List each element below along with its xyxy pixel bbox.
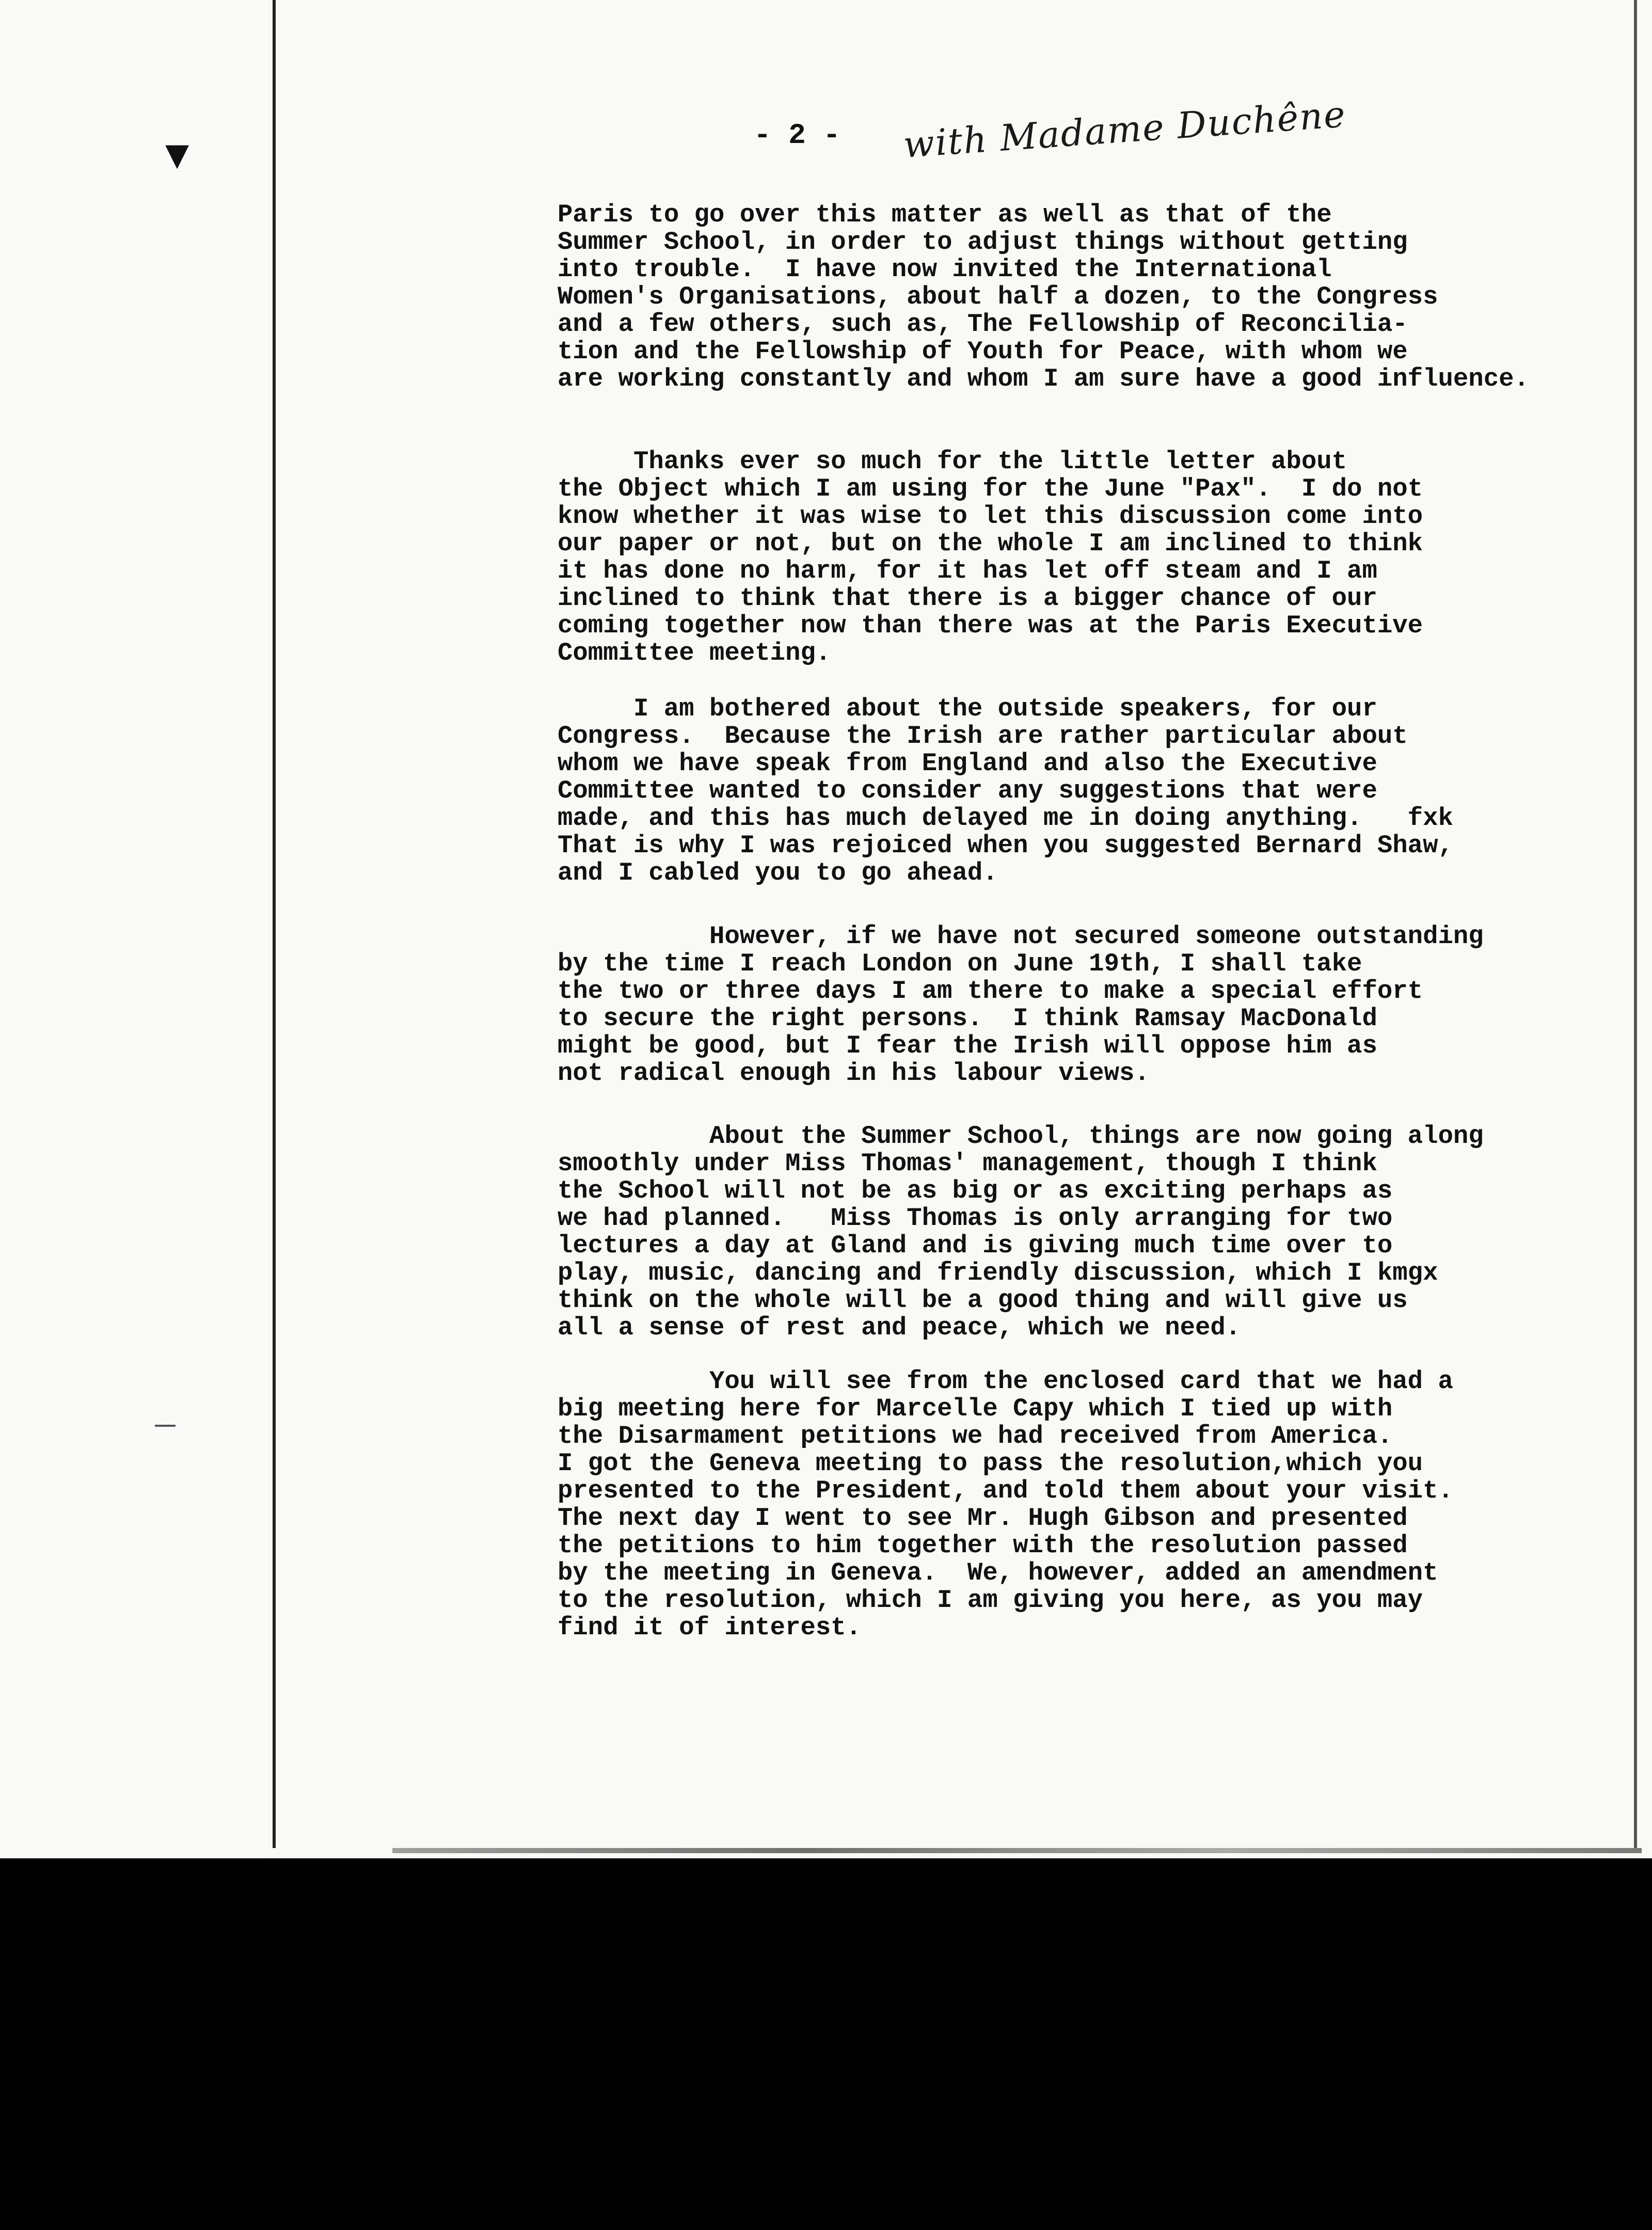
text-line: to secure the right persons. I think Ramsay MacDonald	[558, 1004, 1377, 1033]
text-line: are working constantly and whom I am sure have a good influence.	[558, 364, 1529, 393]
text-line: Summer School, in order to adjust things without getting	[558, 228, 1408, 257]
text-line: we had planned. Miss Thomas is only arranging for two	[558, 1204, 1393, 1233]
text-line: However, if we have not secured someone outstanding	[558, 922, 1484, 951]
text-line: and a few others, such as, The Fellowship of Reconcilia-	[558, 310, 1408, 339]
text-line: tion and the Fellowship of Youth for Peace, with whom we	[558, 337, 1408, 366]
left-page-edge	[273, 0, 276, 1848]
text-line: play, music, dancing and friendly discussion, which I kmgx	[558, 1259, 1438, 1287]
text-line: find it of interest.	[558, 1613, 862, 1642]
paragraph-6	[558, 1368, 1564, 1642]
text-line: know whether it was wise to let this discussion come into	[558, 502, 1423, 531]
text-line: Paris to go over this matter as well as that of the	[558, 200, 1332, 229]
text-line: and I cabled you to go ahead.	[558, 858, 998, 887]
handwritten-annotation: with Madame Duchêne	[902, 93, 1347, 166]
text-line: inclined to think that there is a bigger chance of our	[558, 584, 1377, 613]
scan-background	[0, 1858, 1652, 2230]
text-line: Committee meeting.	[558, 639, 831, 667]
text-line: the two or three days I am there to make a special effort	[558, 977, 1423, 1006]
text-line: That is why I was rejoiced when you suggested Bernard Shaw,	[558, 831, 1453, 860]
text-line: made, and this has much delayed me in doing anything. fxk	[558, 804, 1453, 833]
text-line: all a sense of rest and peace, which we need.	[558, 1313, 1241, 1342]
paragraph-5	[558, 1123, 1564, 1342]
text-line: I am bothered about the outside speakers, for our	[558, 694, 1377, 723]
text-line: whom we have speak from England and also the Executive	[558, 749, 1377, 778]
text-line: presented to the President, and told them about your visit.	[558, 1476, 1453, 1505]
text-line: I got the Geneva meeting to pass the resolution,which you	[558, 1449, 1423, 1478]
text-line: our paper or not, but on the whole I am inclined to think	[558, 529, 1423, 558]
text-line: The next day I went to see Mr. Hugh Gibson and presented	[558, 1504, 1408, 1533]
text-line: think on the whole will be a good thing and will give us	[558, 1286, 1408, 1315]
text-line: not radical enough in his labour views.	[558, 1059, 1150, 1088]
right-page-edge	[1634, 0, 1637, 1848]
paragraph-1	[558, 201, 1564, 393]
bottom-page-edge	[392, 1848, 1642, 1853]
paragraph-3	[558, 695, 1564, 887]
text-line: Women's Organisations, about half a dozen, to the Congress	[558, 282, 1438, 311]
text-line: it has done no harm, for it has let off steam and I am	[558, 556, 1377, 585]
text-line: into trouble. I have now invited the International	[558, 255, 1332, 284]
text-line: coming together now than there was at the Paris Executive	[558, 611, 1423, 640]
text-line: by the meeting in Geneva. We, however, added an amendment	[558, 1558, 1438, 1587]
text-line: by the time I reach London on June 19th, I shall take	[558, 949, 1362, 978]
paragraph-4	[558, 923, 1564, 1087]
text-line: lectures a day at Gland and is giving much time over to	[558, 1231, 1393, 1260]
text-line: the Object which I am using for the June "Pax". I do not	[558, 474, 1423, 503]
page-number: - 2 -	[754, 119, 841, 152]
text-line: the Disarmament petitions we had received from America.	[558, 1422, 1393, 1451]
text-line: Committee wanted to consider any suggestions that were	[558, 776, 1377, 805]
margin-mark-icon: ▼	[165, 137, 189, 173]
text-line: Thanks ever so much for the little letter about	[558, 447, 1347, 476]
text-line: to the resolution, which I am giving you here, as you may	[558, 1586, 1423, 1615]
text-line: big meeting here for Marcelle Capy which I tied up with	[558, 1394, 1393, 1423]
text-line: the School will not be as big or as exciting perhaps as	[558, 1176, 1393, 1205]
text-line: smoothly under Miss Thomas' management, though I think	[558, 1149, 1377, 1178]
text-line: About the Summer School, things are now going along	[558, 1122, 1484, 1151]
margin-tick	[155, 1425, 176, 1427]
text-line: the petitions to him together with the resolution passed	[558, 1531, 1408, 1560]
paragraph-2	[558, 448, 1564, 667]
text-line: You will see from the enclosed card that we had a	[558, 1367, 1453, 1396]
text-line: Congress. Because the Irish are rather particular about	[558, 722, 1408, 751]
text-line: might be good, but I fear the Irish will oppose him as	[558, 1031, 1377, 1060]
